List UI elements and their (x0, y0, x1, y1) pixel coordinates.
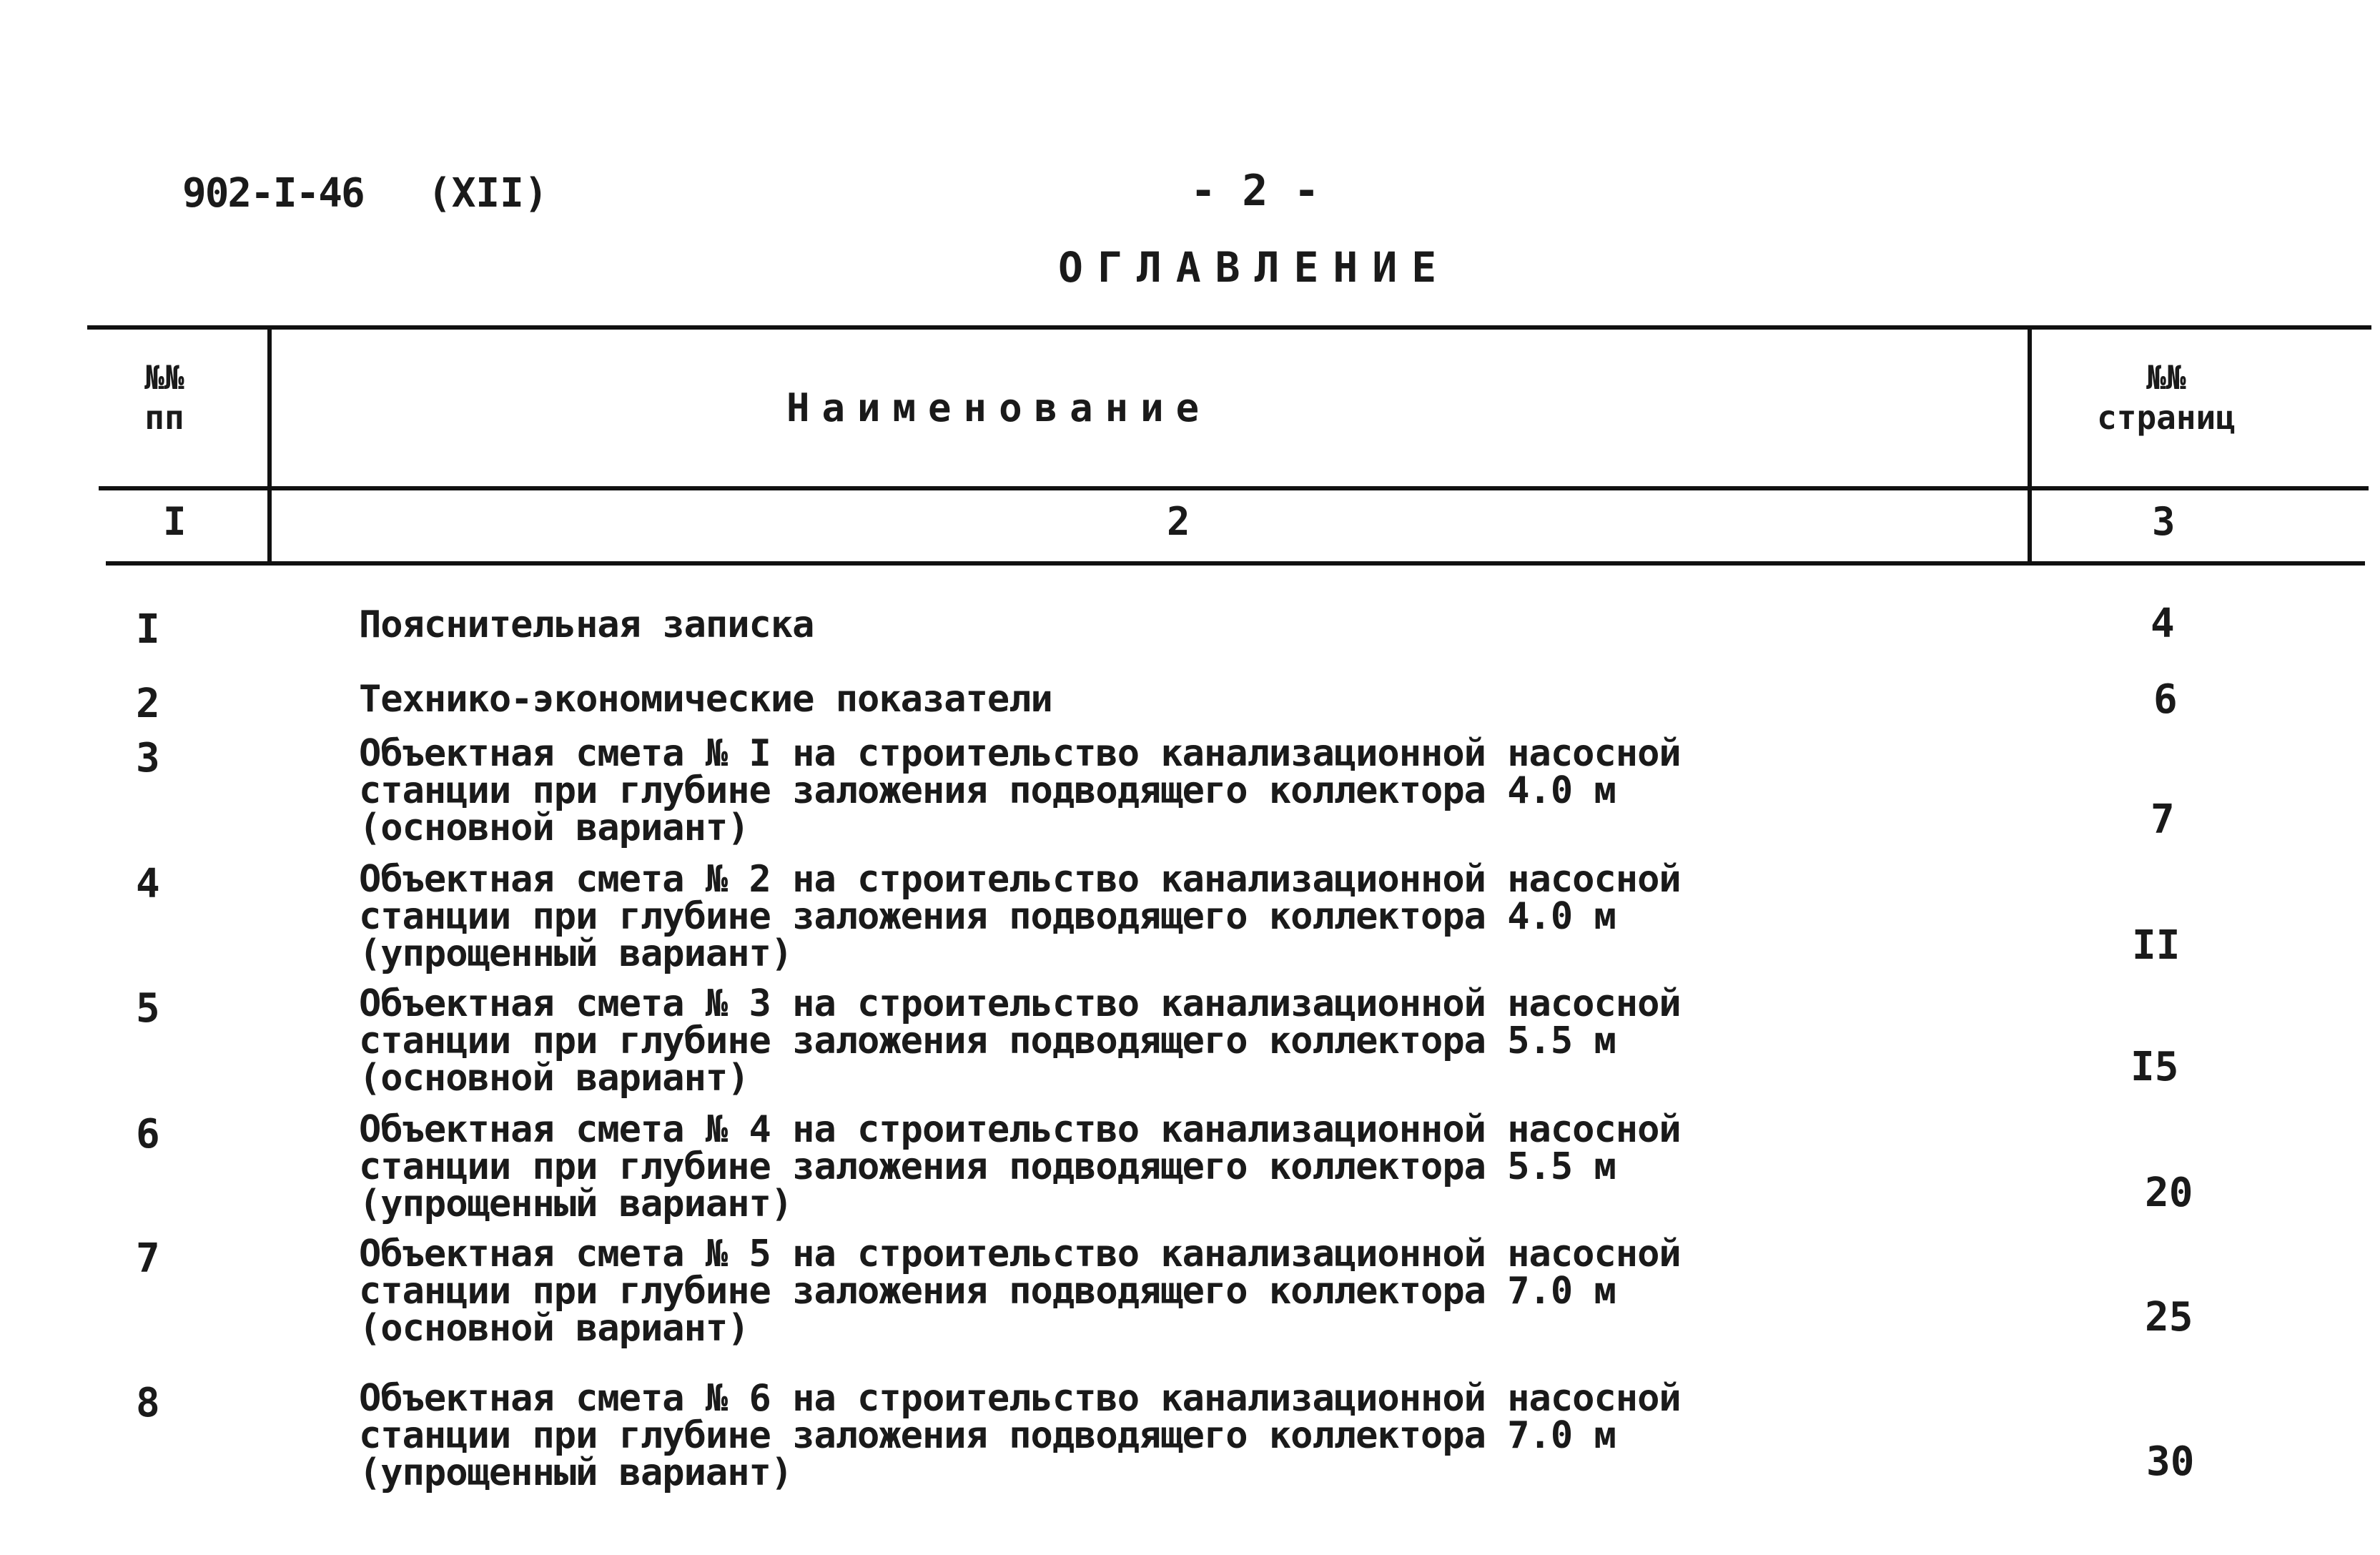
row-name-line: станции при глубине заложения подводящего коллектора 4.0 м (359, 769, 1616, 812)
row-page: II (2132, 922, 2181, 969)
row-name-line: (упрощенный вариант) (359, 932, 793, 975)
table-col-divider-2 (2028, 327, 2032, 563)
row-page: 6 (2153, 676, 2178, 723)
row-number: 4 (136, 861, 160, 907)
row-name-line: станции при глубине заложения подводящего коллектора 7.0 м (359, 1270, 1616, 1313)
row-page: 4 (2151, 601, 2175, 647)
row-name-line: станции при глубине заложения подводящего коллектора 5.5 м (359, 1145, 1616, 1188)
row-name-line: (основной вариант) (359, 1307, 749, 1350)
row-name-line: (основной вариант) (359, 806, 749, 849)
column-header-name: Наименование (786, 385, 1212, 430)
row-number: 8 (136, 1380, 160, 1426)
row-number: 2 (136, 681, 160, 727)
row-name-line: Пояснительная записка (359, 603, 814, 646)
row-name (359, 1108, 1717, 1225)
row-name (359, 858, 1717, 975)
row-name (359, 603, 1717, 646)
row-page: 7 (2151, 796, 2175, 843)
page-title: ОГЛАВЛЕНИЕ (1058, 243, 1451, 292)
row-name-line: Технико-экономические показатели (359, 678, 1052, 721)
column-header-number-line-1: №№ (144, 358, 184, 397)
row-name-line: Объектная смета № 2 на строительство канализационной насосной (359, 858, 1681, 901)
table-colnum-rule (106, 561, 2365, 566)
column-number-3: 3 (2152, 499, 2176, 544)
row-name (359, 732, 1717, 849)
row-name (359, 1377, 1717, 1494)
column-header-number-line-2: пп (144, 398, 184, 437)
column-number-1: I (163, 499, 187, 544)
column-header-pages-line-2: страниц (2097, 398, 2236, 437)
row-name-line: Объектная смета № 3 на строительство канализационной насосной (359, 982, 1681, 1025)
row-name-line: станции при глубине заложения подводящего коллектора 4.0 м (359, 895, 1616, 938)
column-header-pages-line-1: №№ (2146, 358, 2186, 397)
row-number: 3 (136, 735, 160, 781)
row-name-line: станции при глубине заложения подводящего коллектора 7.0 м (359, 1414, 1616, 1457)
row-name (359, 982, 1717, 1100)
row-number: I (136, 606, 160, 653)
row-name-line: (упрощенный вариант) (359, 1451, 793, 1494)
row-name-line: (основной вариант) (359, 1057, 749, 1100)
document-code: 902-I-46 (182, 170, 364, 217)
row-name-line: станции при глубине заложения подводящего коллектора 5.5 м (359, 1020, 1616, 1062)
row-page: 30 (2146, 1438, 2195, 1485)
row-number: 7 (136, 1235, 160, 1282)
column-header-number (100, 357, 229, 438)
row-name-line: (упрощенный вариант) (359, 1183, 793, 1225)
row-name (359, 678, 1717, 721)
row-number: 5 (136, 985, 160, 1032)
row-page: 25 (2145, 1294, 2193, 1341)
row-number: 6 (136, 1111, 160, 1157)
page-number: - 2 - (1190, 166, 1320, 216)
row-name-line: Объектная смета № 6 на строительство канализационной насосной (359, 1377, 1681, 1420)
row-name-line: Объектная смета № 4 на строительство канализационной насосной (359, 1108, 1681, 1151)
row-name-line: Объектная смета № I на строительство канализационной насосной (359, 732, 1681, 775)
document-section: (XII) (428, 170, 548, 217)
row-name (359, 1233, 1717, 1350)
column-header-pages (2052, 357, 2281, 438)
row-page: 20 (2145, 1170, 2193, 1216)
row-page: I5 (2130, 1044, 2179, 1090)
column-number-2: 2 (1167, 499, 1190, 544)
row-name-line: Объектная смета № 5 на строительство канализационной насосной (359, 1233, 1681, 1275)
table-col-divider-1 (267, 327, 272, 563)
